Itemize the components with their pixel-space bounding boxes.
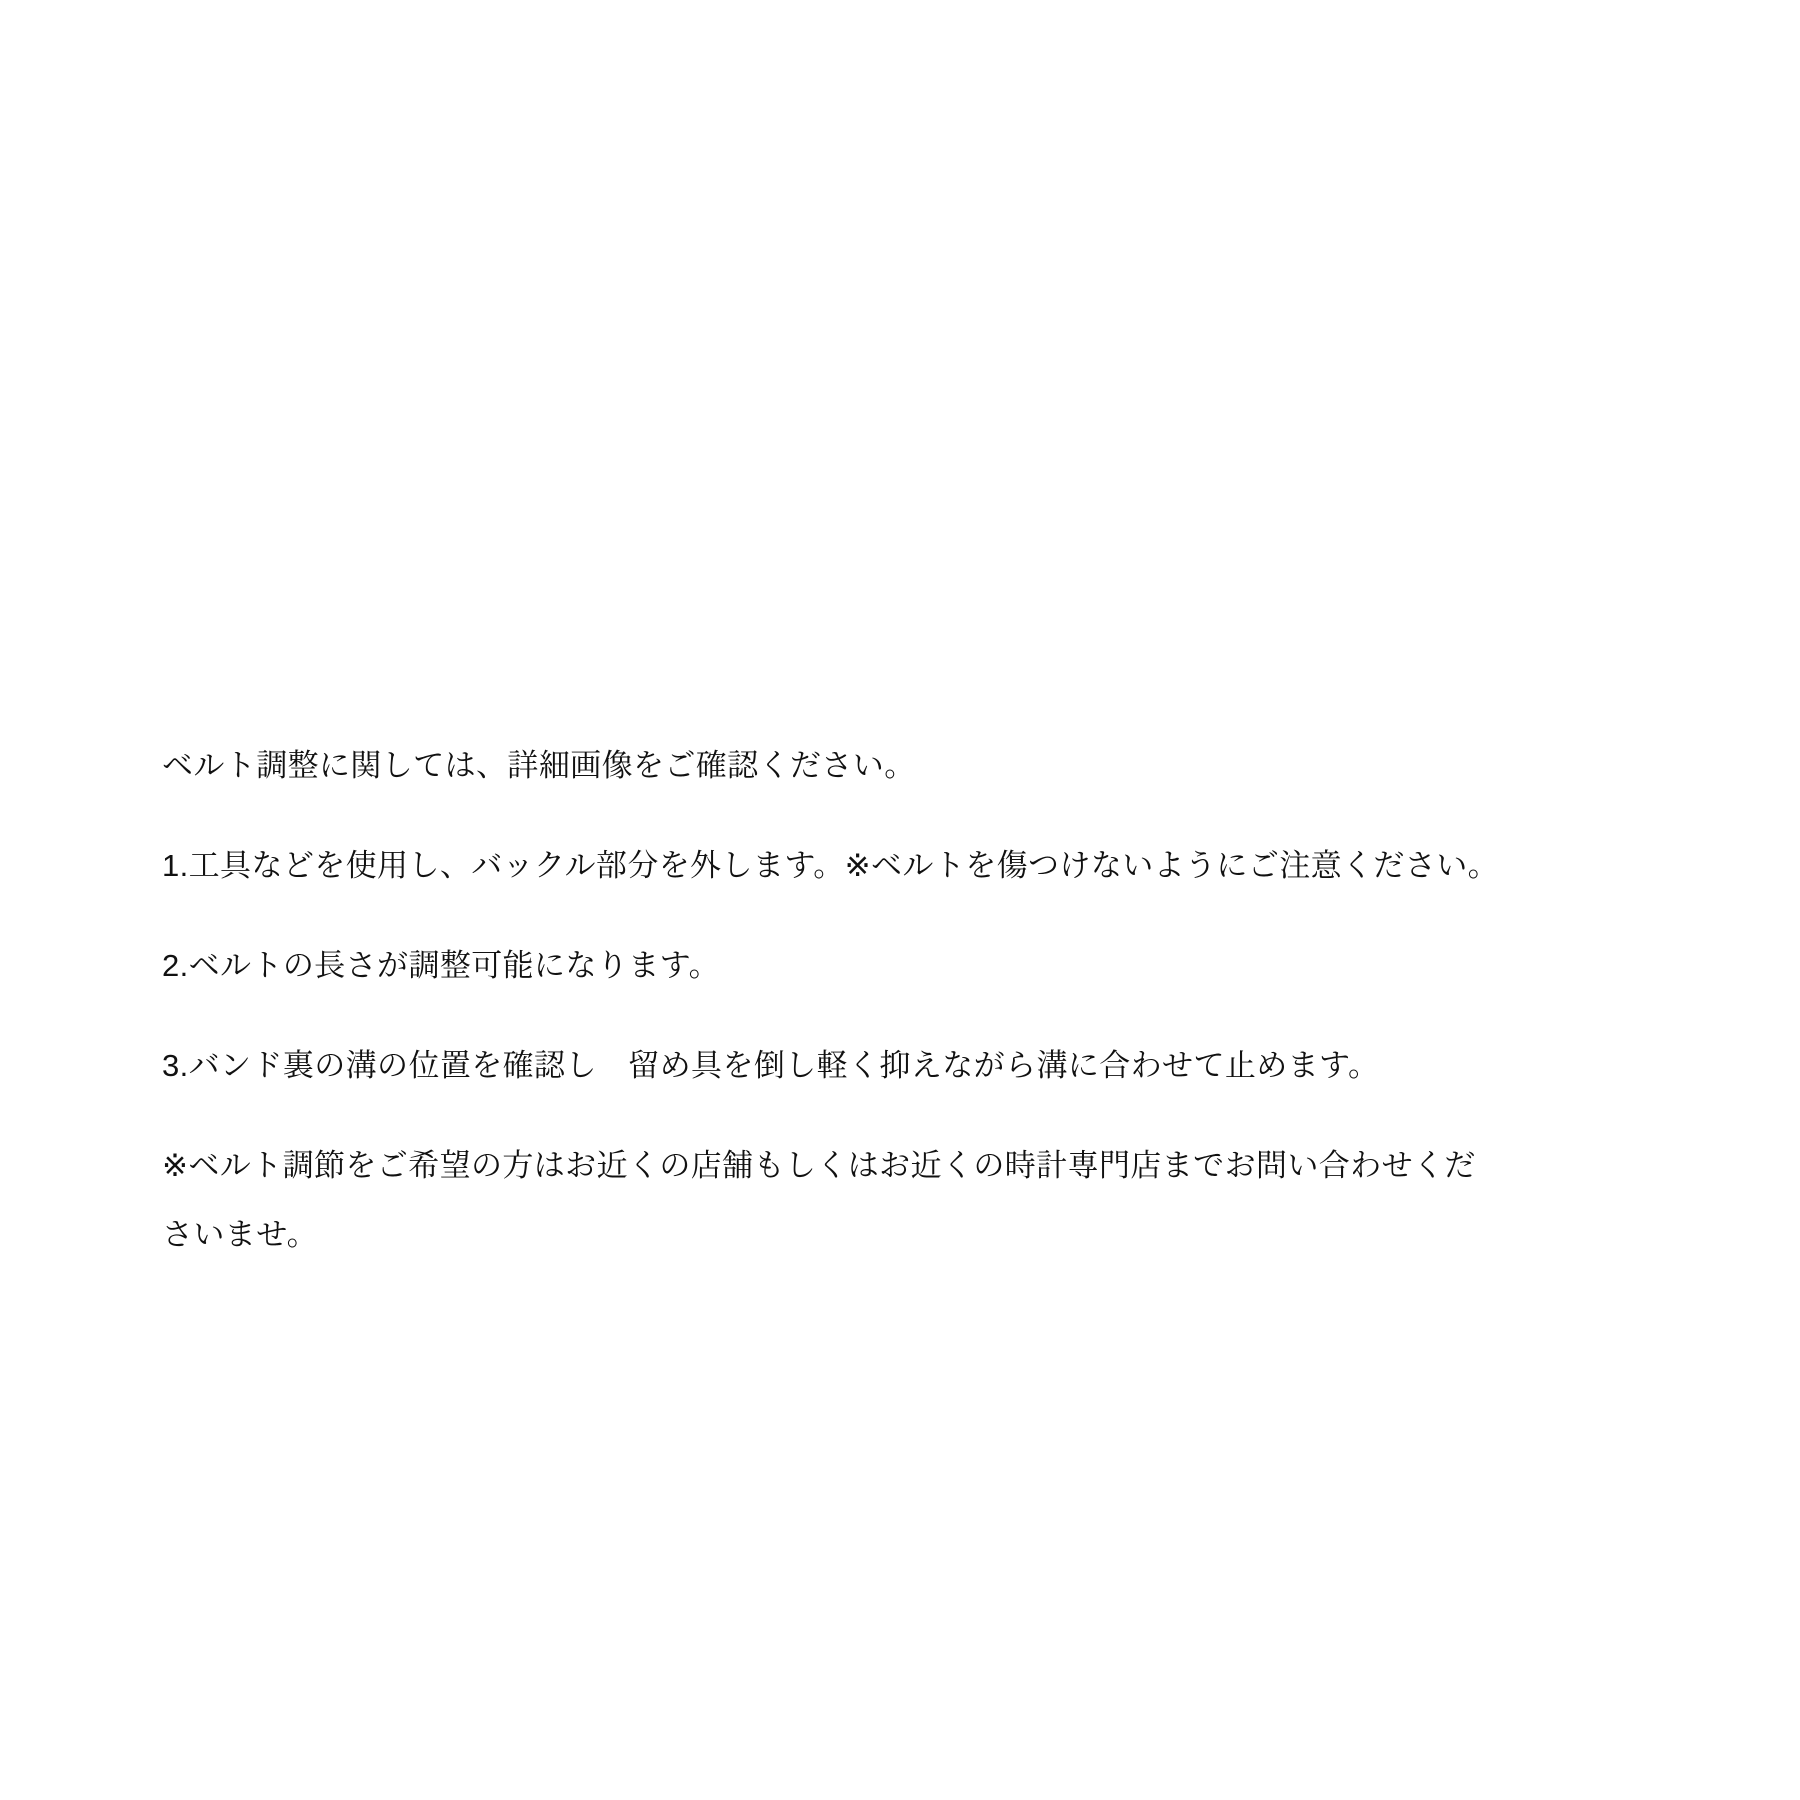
belt-adjustment-instructions [162,700,1662,1300]
instruction-step-2: 2.ベルトの長さが調整可能になります。 [162,948,720,983]
instruction-step-3: 3.バンド裏の溝の位置を確認し 留め具を倒し軽く抑えながら溝に合わせて止めます。 [162,1048,1380,1083]
instructions-heading: ベルト調整に関しては、詳細画像をご確認ください。 [162,748,916,783]
instructions-note: ※ベルト調節をご希望の方はお近くの店舗もしくはお近くの時計専門店までお問い合わせくださいませ。 [162,1148,1476,1252]
instruction-step-1: 1.工具などを使用し、バックル部分を外します。※ベルトを傷つけないようにご注意ください。 [162,848,1500,883]
